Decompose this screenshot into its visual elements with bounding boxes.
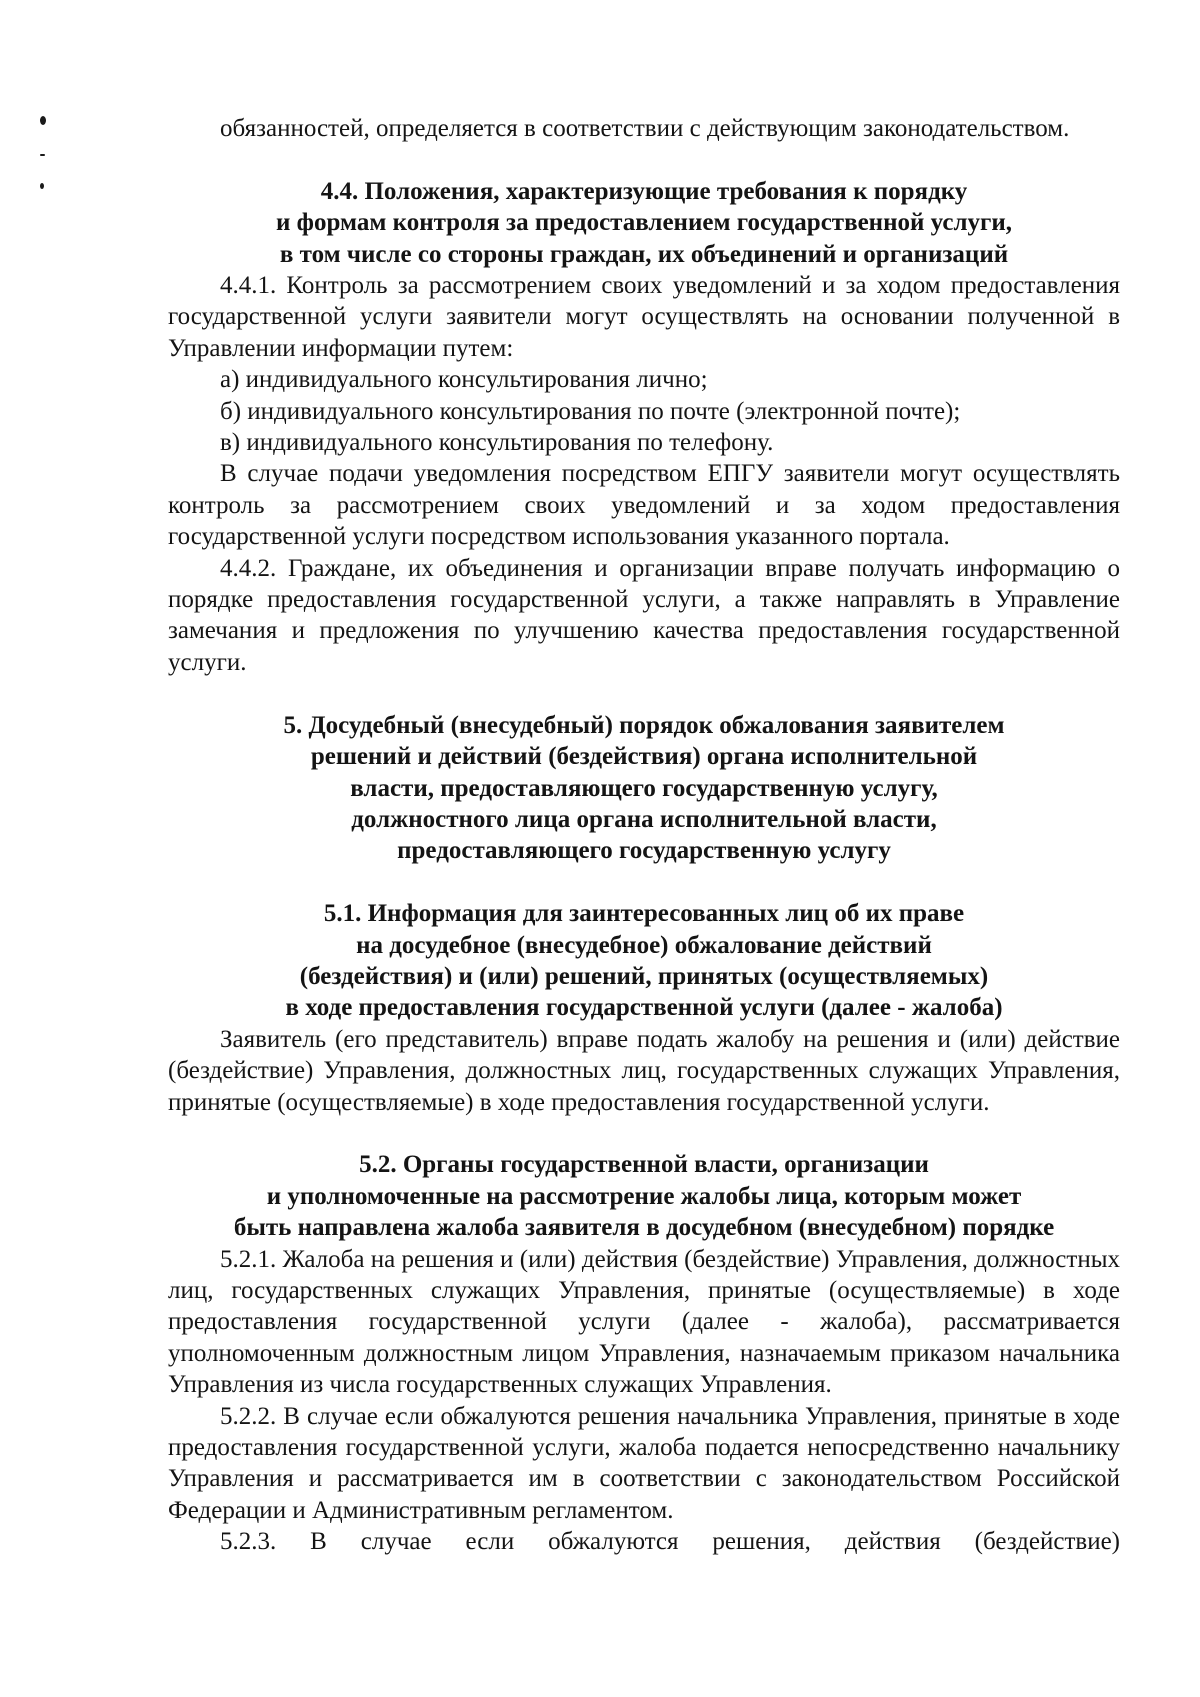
- list-item: а) индивидуального консультирования лично;: [220, 366, 708, 394]
- heading-line: (бездействия) и (или) решений, принятых (осуществляемых): [299, 962, 989, 990]
- heading-line: и формам контроля за предоставлением государственной услуги,: [276, 209, 1012, 237]
- heading-line: должностного лица органа исполнительной власти,: [351, 805, 937, 833]
- spacer: [168, 144, 1120, 175]
- heading-line: 5.2. Органы государственной власти, организации: [359, 1151, 929, 1179]
- paragraph-4-4-1: 4.4.1. Контроль за рассмотрением своих уведомлений и за ходом предоставления государственной услуги заявители могут осуществлять на основании полученной в Управлении информации путем:: [168, 272, 1120, 362]
- spacer: [168, 1118, 1120, 1149]
- scan-mark-dot: [40, 183, 44, 189]
- spacer: [168, 867, 1120, 898]
- paragraph-5-2-2: 5.2.2. В случае если обжалуются решения начальника Управления, принятые в ходе предоставления государственной услуги, жалоба подается непосредственно начальнику Управления и рассматривается им в соответствии с законодательством Российской Федерации и Административным регламентом.: [168, 1402, 1120, 1524]
- heading-line: власти, предоставляющего государственную услугу,: [350, 774, 938, 802]
- heading-line: 5. Досудебный (внесудебный) порядок обжалования заявителем: [283, 711, 1005, 739]
- heading-line: 4.4. Положения, характеризующие требования к порядку: [320, 177, 968, 205]
- paragraph-epgu: В случае подачи уведомления посредством ЕПГУ заявители могут осуществлять контроль за рассмотрением своих уведомлений и за ходом предоставления государственной услуги посредством использования указанного портала.: [168, 460, 1120, 551]
- paragraph-5-2-3: 5.2.3. В случае если обжалуются решения, действия (бездействие): [220, 1528, 1120, 1556]
- section-heading-5-1: [168, 898, 1120, 1024]
- heading-line: в том числе со стороны граждан, их объединений и организаций: [279, 240, 1009, 268]
- heading-line: решений и действий (бездействия) органа исполнительной: [310, 743, 978, 771]
- paragraph-lead: обязанностей, определяется в соответствии с действующим законодательством.: [220, 115, 1070, 142]
- spacer: [168, 678, 1120, 709]
- paragraph-4-4-2: 4.4.2. Граждане, их объединения и организации вправе получать информацию о порядке предоставления государственной услуги, а также направлять в Управление замечания и предложения по улучшению качества предоставления государственной услуги.: [168, 554, 1120, 676]
- scan-mark-dash: [40, 154, 45, 156]
- heading-line: 5.1. Информация для заинтересованных лиц об их праве: [323, 900, 965, 928]
- paragraph-5-1: Заявитель (его представитель) вправе подать жалобу на решения и (или) действие (бездействие) Управления, должностных лиц, государственных служащих Управления, принятые (осуществляемые) в ходе предоставления государственной услуги.: [168, 1025, 1120, 1116]
- heading-line: и уполномоченные на рассмотрение жалобы лица, которым может: [266, 1182, 1022, 1210]
- section-heading-5: [168, 710, 1120, 867]
- section-heading-4-4: [168, 176, 1120, 270]
- heading-line: на досудебное (внесудебное) обжалование действий: [356, 931, 932, 959]
- paragraph-5-2-1: 5.2.1. Жалоба на решения и (или) действия (бездействие) Управления, должностных лиц, государственных служащих Управления, принятые (осуществляемые) в ходе предоставления государственной услуги (далее - жалоба), рассматривается уполномоченным должностным лицом Управления, назначаемым приказом начальника Управления из числа государственных служащих Управления.: [168, 1245, 1120, 1399]
- scan-mark-dot: [40, 116, 46, 125]
- list-item: б) индивидуального консультирования по почте (электронной почте);: [220, 397, 961, 425]
- list-item: в) индивидуального консультирования по телефону.: [220, 429, 774, 457]
- heading-line: предоставляющего государственную услугу: [397, 837, 891, 865]
- document-body: [168, 113, 1120, 1558]
- heading-line: быть направлена жалоба заявителя в досудебном (внесудебном) порядке: [233, 1214, 1055, 1242]
- section-heading-5-2: [168, 1149, 1120, 1243]
- heading-line: в ходе предоставления государственной услуги (далее - жалоба): [285, 994, 1003, 1022]
